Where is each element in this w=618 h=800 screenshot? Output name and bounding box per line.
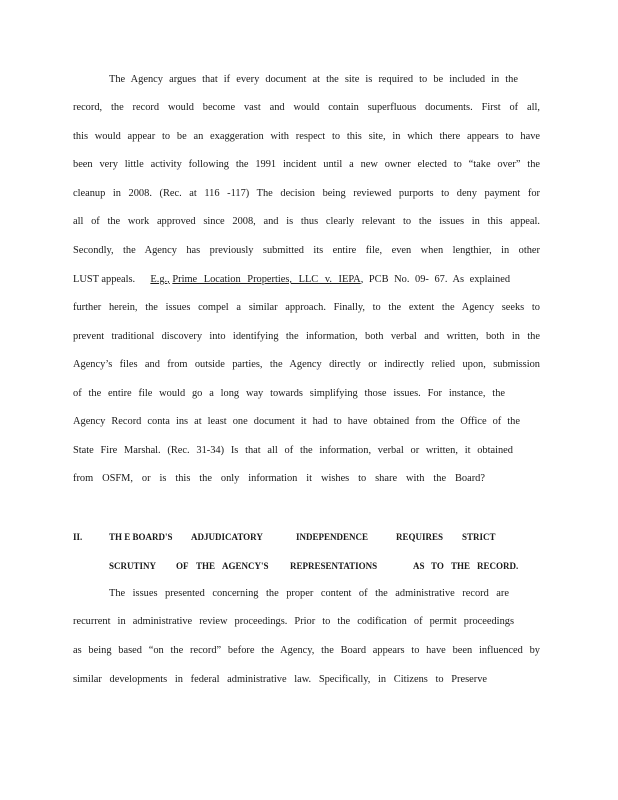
- heading-word: TO: [431, 561, 444, 571]
- text-line: The Agency argues that if every document at the site is required to be included in the: [109, 74, 518, 85]
- case-name: Prime Location Properties, LLC v. IEPA: [172, 274, 361, 285]
- text-line: Agency Record conta ins at least one document it had to have obtained from the Office of the: [73, 416, 520, 427]
- citation-end: , PCB No. 09- 67. As explained: [360, 274, 511, 285]
- text-line: prevent traditional discovery into identifying the information, both verbal and written, both in the: [73, 331, 540, 342]
- text-line: recurrent in administrative review proceedings. Prior to the codification of permit proceedings: [73, 616, 514, 627]
- heading-word: INDEPENDENCE: [296, 532, 369, 542]
- text-line: cleanup in 2008. (Rec. at 116 -117) The decision being reviewed purports to deny payment for: [73, 188, 540, 199]
- citation-line: [73, 273, 540, 287]
- heading-word: RECORD.: [477, 561, 519, 571]
- eg-signal: E.g.: [150, 274, 168, 285]
- text-line: similar developments in federal administrative law. Specifically, in Citizens to Preserve: [73, 674, 487, 685]
- text-line: as being based “on the record” before the Agency, the Board appears to have been influenced by: [73, 645, 540, 656]
- heading-word: THE: [451, 561, 471, 571]
- text-line: all of the work approved since 2008, and is thus clearly relevant to the issues in this appeal.: [73, 216, 540, 227]
- heading-word: SCRUTINY: [109, 561, 157, 571]
- heading-word: OF: [176, 561, 189, 571]
- section-number: II.: [73, 532, 83, 542]
- text-line: this would appear to be an exaggeration with respect to this site, in which there appears to have: [73, 131, 540, 142]
- text-line: of the entire file would go a long way towards simplifying those issues. For instance, the: [73, 388, 505, 399]
- eg-separator: ,: [167, 274, 170, 285]
- text-line: The issues presented concerning the proper content of the administrative record are: [109, 588, 509, 599]
- heading-word: THE: [196, 561, 216, 571]
- heading-word: STRICT: [462, 532, 496, 542]
- heading-word: TH E BOARD'S: [109, 532, 173, 542]
- text-line: from OSFM, or is this the only information it wishes to share with the Board?: [73, 473, 485, 484]
- text-line: further herein, the issues compel a similar approach. Finally, to the extent the Agency seeks to: [73, 302, 540, 313]
- text-line: record, the record would become vast and would contain superfluous documents. First of all,: [73, 102, 540, 113]
- heading-word: AGENCY'S: [222, 561, 269, 571]
- text-line: Agency’s files and from outside parties, the Agency directly or indirectly relied upon, submission: [73, 359, 540, 370]
- heading-word: ADJUDICATORY: [191, 532, 263, 542]
- text-line: been very little activity following the 1991 incident until a new owner elected to “take over” the: [73, 159, 540, 170]
- text-line: State Fire Marshal. (Rec. 31-34) Is that all of the information, verbal or written, it obtained: [73, 445, 513, 456]
- heading-word: REPRESENTATIONS: [290, 561, 378, 571]
- heading-word: AS: [413, 561, 425, 571]
- line-start: LUST appeals.: [73, 274, 136, 285]
- text-line: Secondly, the Agency has previously submitted its entire file, even when lengthier, in other: [73, 245, 540, 256]
- heading-word: REQUIRES: [396, 532, 444, 542]
